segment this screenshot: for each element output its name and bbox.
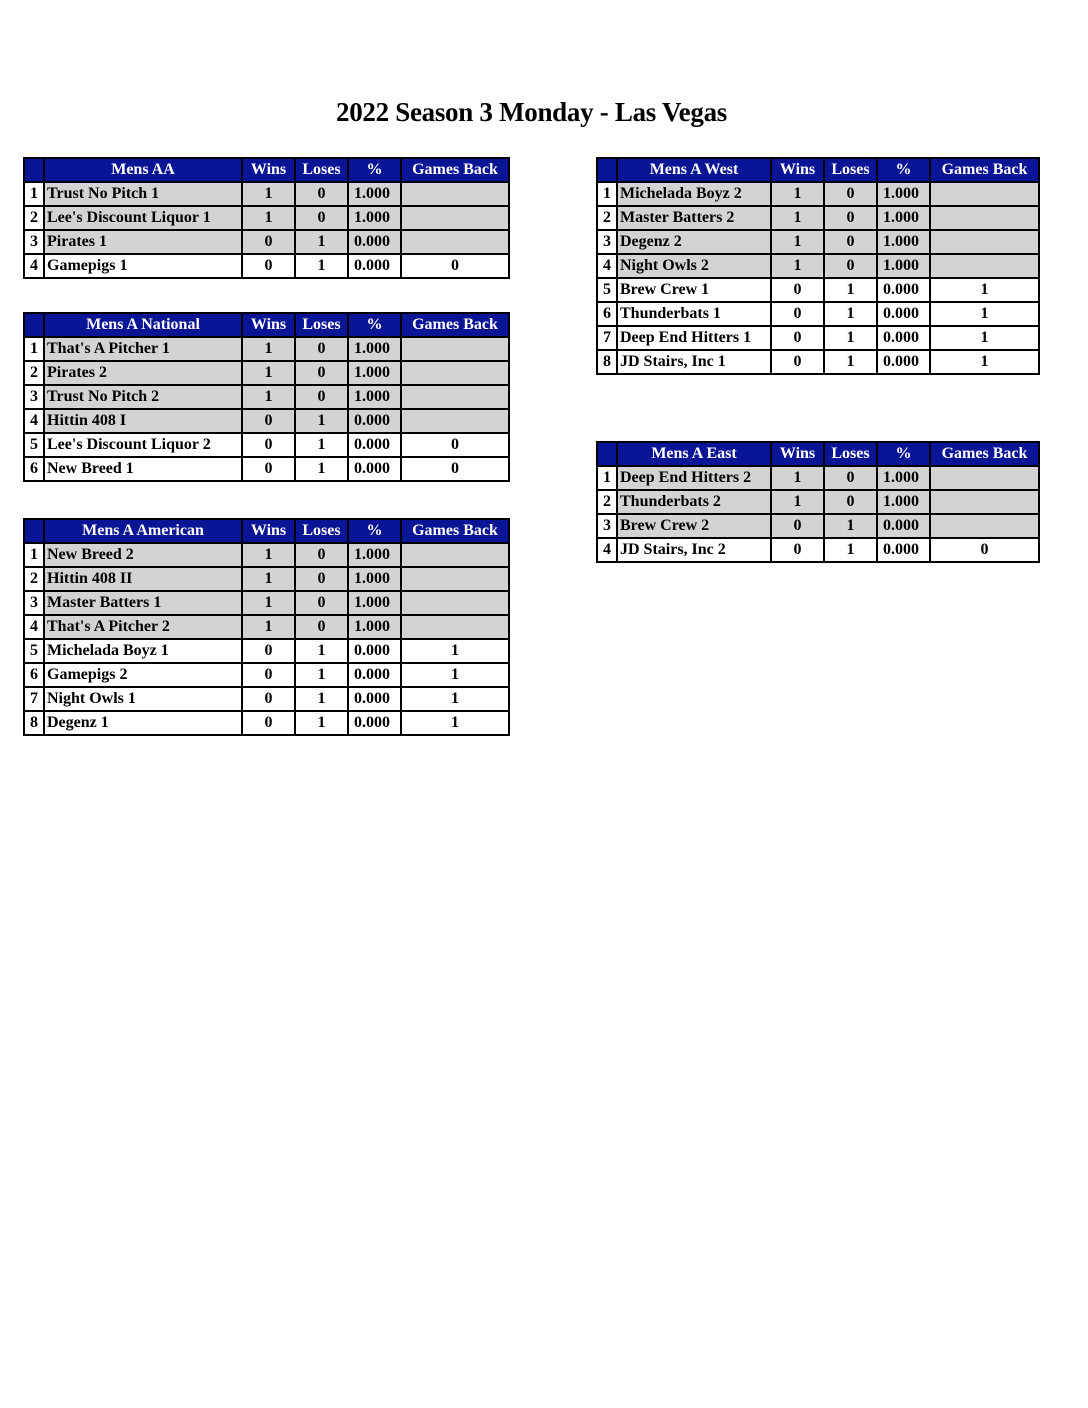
loses-header: Loses xyxy=(824,158,877,182)
pct-cell: 0.000 xyxy=(348,457,401,481)
pct-cell: 0.000 xyxy=(348,433,401,457)
pct-cell: 1.000 xyxy=(877,206,930,230)
rank-cell: 1 xyxy=(24,337,44,361)
rank-header xyxy=(24,519,44,543)
pct-cell: 1.000 xyxy=(348,182,401,206)
loses-cell: 0 xyxy=(295,337,348,361)
table-row xyxy=(24,663,509,687)
pct-cell: 0.000 xyxy=(348,254,401,278)
wins-cell: 0 xyxy=(242,663,295,687)
team-name-cell: Pirates 1 xyxy=(44,230,242,254)
games-back-cell: 1 xyxy=(930,350,1039,374)
rank-cell: 6 xyxy=(24,457,44,481)
pct-cell: 1.000 xyxy=(348,543,401,567)
rank-cell: 5 xyxy=(24,433,44,457)
games-back-cell xyxy=(401,543,509,567)
team-name-cell: Trust No Pitch 1 xyxy=(44,182,242,206)
games-back-cell xyxy=(401,206,509,230)
team-name-cell: Hittin 408 I xyxy=(44,409,242,433)
wins-cell: 0 xyxy=(771,302,824,326)
rank-cell: 7 xyxy=(597,326,617,350)
table-row xyxy=(24,591,509,615)
loses-cell: 1 xyxy=(824,350,877,374)
wins-cell: 1 xyxy=(242,385,295,409)
loses-cell: 1 xyxy=(295,230,348,254)
rank-header xyxy=(24,313,44,337)
loses-cell: 1 xyxy=(295,711,348,735)
table-header-row xyxy=(597,442,1039,466)
team-name-cell: Deep End Hitters 1 xyxy=(617,326,771,350)
loses-cell: 1 xyxy=(295,409,348,433)
loses-cell: 1 xyxy=(824,538,877,562)
loses-cell: 1 xyxy=(295,639,348,663)
wins-cell: 1 xyxy=(242,361,295,385)
wins-cell: 0 xyxy=(242,409,295,433)
rank-cell: 1 xyxy=(24,182,44,206)
team-name-cell: New Breed 2 xyxy=(44,543,242,567)
pct-cell: 0.000 xyxy=(877,514,930,538)
team-name-cell: Thunderbats 1 xyxy=(617,302,771,326)
rank-cell: 5 xyxy=(597,278,617,302)
wins-cell: 1 xyxy=(242,567,295,591)
rank-header xyxy=(597,442,617,466)
wins-header: Wins xyxy=(771,442,824,466)
wins-cell: 0 xyxy=(771,514,824,538)
pct-header: % xyxy=(877,442,930,466)
table-row xyxy=(24,385,509,409)
wins-cell: 1 xyxy=(242,337,295,361)
wins-header: Wins xyxy=(242,313,295,337)
rank-cell: 3 xyxy=(24,385,44,409)
wins-cell: 1 xyxy=(771,182,824,206)
loses-cell: 0 xyxy=(824,466,877,490)
team-name-cell: New Breed 1 xyxy=(44,457,242,481)
games-back-cell: 1 xyxy=(401,663,509,687)
table-row xyxy=(597,350,1039,374)
pct-header: % xyxy=(348,313,401,337)
division-name: Mens A American xyxy=(44,519,242,543)
rank-cell: 3 xyxy=(597,514,617,538)
pct-cell: 0.000 xyxy=(348,663,401,687)
loses-cell: 0 xyxy=(824,206,877,230)
table-row xyxy=(24,230,509,254)
pct-cell: 1.000 xyxy=(877,230,930,254)
table-row xyxy=(24,182,509,206)
table-row xyxy=(24,543,509,567)
wins-cell: 0 xyxy=(242,711,295,735)
loses-cell: 0 xyxy=(295,567,348,591)
loses-cell: 0 xyxy=(295,543,348,567)
pct-cell: 0.000 xyxy=(348,230,401,254)
team-name-cell: That's A Pitcher 1 xyxy=(44,337,242,361)
games-back-cell xyxy=(930,182,1039,206)
team-name-cell: Pirates 2 xyxy=(44,361,242,385)
games-back-cell xyxy=(401,591,509,615)
games-back-cell: 1 xyxy=(401,639,509,663)
wins-cell: 0 xyxy=(242,639,295,663)
team-name-cell: JD Stairs, Inc 2 xyxy=(617,538,771,562)
mens-a-american-table xyxy=(23,518,510,736)
games-back-cell: 0 xyxy=(401,457,509,481)
pct-cell: 0.000 xyxy=(348,711,401,735)
pct-cell: 1.000 xyxy=(348,337,401,361)
games-back-cell xyxy=(401,385,509,409)
games-back-header: Games Back xyxy=(401,519,509,543)
table-row xyxy=(597,206,1039,230)
rank-cell: 3 xyxy=(597,230,617,254)
pct-cell: 0.000 xyxy=(877,350,930,374)
table-row xyxy=(24,206,509,230)
loses-cell: 0 xyxy=(824,490,877,514)
table-row xyxy=(24,711,509,735)
loses-cell: 0 xyxy=(824,230,877,254)
games-back-cell xyxy=(930,254,1039,278)
games-back-cell: 1 xyxy=(401,711,509,735)
wins-cell: 0 xyxy=(771,278,824,302)
games-back-header: Games Back xyxy=(930,442,1039,466)
rank-cell: 2 xyxy=(597,206,617,230)
wins-cell: 1 xyxy=(771,490,824,514)
pct-cell: 0.000 xyxy=(877,278,930,302)
loses-cell: 1 xyxy=(824,514,877,538)
games-back-cell: 1 xyxy=(930,278,1039,302)
games-back-header: Games Back xyxy=(401,158,509,182)
team-name-cell: Gamepigs 2 xyxy=(44,663,242,687)
mens-a-national-table xyxy=(23,312,510,482)
team-name-cell: Trust No Pitch 2 xyxy=(44,385,242,409)
team-name-cell: Degenz 2 xyxy=(617,230,771,254)
loses-cell: 0 xyxy=(295,206,348,230)
rank-cell: 1 xyxy=(597,466,617,490)
wins-cell: 1 xyxy=(771,254,824,278)
rank-cell: 3 xyxy=(24,230,44,254)
rank-cell: 6 xyxy=(24,663,44,687)
table-row xyxy=(597,538,1039,562)
wins-cell: 1 xyxy=(771,466,824,490)
loses-cell: 1 xyxy=(824,302,877,326)
pct-cell: 0.000 xyxy=(348,687,401,711)
wins-cell: 0 xyxy=(771,538,824,562)
table-row xyxy=(24,433,509,457)
pct-header: % xyxy=(348,519,401,543)
games-back-cell xyxy=(401,230,509,254)
table-row xyxy=(597,490,1039,514)
wins-cell: 1 xyxy=(771,206,824,230)
rank-cell: 8 xyxy=(24,711,44,735)
games-back-cell: 1 xyxy=(930,302,1039,326)
wins-cell: 0 xyxy=(242,687,295,711)
loses-cell: 1 xyxy=(295,433,348,457)
team-name-cell: Michelada Boyz 1 xyxy=(44,639,242,663)
table-row xyxy=(24,639,509,663)
wins-cell: 0 xyxy=(771,350,824,374)
team-name-cell: Brew Crew 2 xyxy=(617,514,771,538)
wins-header: Wins xyxy=(242,519,295,543)
mens-a-west-table xyxy=(596,157,1040,375)
rank-cell: 4 xyxy=(24,254,44,278)
pct-header: % xyxy=(348,158,401,182)
loses-cell: 0 xyxy=(295,615,348,639)
pct-cell: 0.000 xyxy=(877,326,930,350)
table-row xyxy=(597,326,1039,350)
rank-cell: 8 xyxy=(597,350,617,374)
loses-cell: 0 xyxy=(824,182,877,206)
rank-cell: 6 xyxy=(597,302,617,326)
wins-cell: 0 xyxy=(242,457,295,481)
pct-cell: 1.000 xyxy=(348,361,401,385)
division-name: Mens A National xyxy=(44,313,242,337)
games-back-cell: 0 xyxy=(930,538,1039,562)
pct-cell: 1.000 xyxy=(348,385,401,409)
table-header-row xyxy=(24,158,509,182)
table-header-row xyxy=(24,313,509,337)
loses-header: Loses xyxy=(824,442,877,466)
loses-cell: 0 xyxy=(295,361,348,385)
loses-cell: 1 xyxy=(824,326,877,350)
games-back-cell: 0 xyxy=(401,254,509,278)
wins-cell: 1 xyxy=(771,230,824,254)
wins-cell: 1 xyxy=(242,206,295,230)
rank-cell: 4 xyxy=(597,254,617,278)
pct-cell: 1.000 xyxy=(877,182,930,206)
division-name: Mens AA xyxy=(44,158,242,182)
loses-cell: 1 xyxy=(295,687,348,711)
wins-cell: 0 xyxy=(242,230,295,254)
team-name-cell: Master Batters 2 xyxy=(617,206,771,230)
games-back-cell xyxy=(930,206,1039,230)
rank-cell: 2 xyxy=(24,206,44,230)
team-name-cell: Thunderbats 2 xyxy=(617,490,771,514)
table-row xyxy=(597,514,1039,538)
rank-cell: 1 xyxy=(597,182,617,206)
loses-header: Loses xyxy=(295,519,348,543)
table-row xyxy=(597,230,1039,254)
loses-header: Loses xyxy=(295,158,348,182)
wins-header: Wins xyxy=(771,158,824,182)
team-name-cell: That's A Pitcher 2 xyxy=(44,615,242,639)
team-name-cell: Lee's Discount Liquor 1 xyxy=(44,206,242,230)
team-name-cell: Degenz 1 xyxy=(44,711,242,735)
team-name-cell: Gamepigs 1 xyxy=(44,254,242,278)
games-back-cell xyxy=(401,567,509,591)
rank-cell: 2 xyxy=(597,490,617,514)
pct-cell: 1.000 xyxy=(348,591,401,615)
rank-cell: 4 xyxy=(24,409,44,433)
team-name-cell: Deep End Hitters 2 xyxy=(617,466,771,490)
games-back-cell: 1 xyxy=(401,687,509,711)
pct-cell: 0.000 xyxy=(877,302,930,326)
games-back-cell xyxy=(930,230,1039,254)
pct-cell: 1.000 xyxy=(348,567,401,591)
wins-cell: 0 xyxy=(242,254,295,278)
wins-cell: 1 xyxy=(242,543,295,567)
team-name-cell: Night Owls 2 xyxy=(617,254,771,278)
wins-cell: 0 xyxy=(242,433,295,457)
wins-cell: 1 xyxy=(242,615,295,639)
loses-cell: 0 xyxy=(824,254,877,278)
loses-cell: 0 xyxy=(295,591,348,615)
pct-header: % xyxy=(877,158,930,182)
loses-cell: 1 xyxy=(295,663,348,687)
games-back-cell xyxy=(401,409,509,433)
games-back-cell: 0 xyxy=(401,433,509,457)
division-name: Mens A East xyxy=(617,442,771,466)
table-row xyxy=(597,302,1039,326)
team-name-cell: JD Stairs, Inc 1 xyxy=(617,350,771,374)
team-name-cell: Michelada Boyz 2 xyxy=(617,182,771,206)
games-back-cell xyxy=(930,466,1039,490)
table-row xyxy=(24,254,509,278)
table-row xyxy=(24,687,509,711)
team-name-cell: Night Owls 1 xyxy=(44,687,242,711)
loses-cell: 1 xyxy=(824,278,877,302)
team-name-cell: Hittin 408 II xyxy=(44,567,242,591)
rank-cell: 2 xyxy=(24,361,44,385)
games-back-cell xyxy=(930,490,1039,514)
team-name-cell: Brew Crew 1 xyxy=(617,278,771,302)
rank-header xyxy=(24,158,44,182)
table-row xyxy=(597,466,1039,490)
rank-cell: 4 xyxy=(24,615,44,639)
loses-cell: 0 xyxy=(295,182,348,206)
table-row xyxy=(597,182,1039,206)
table-header-row xyxy=(24,519,509,543)
pct-cell: 1.000 xyxy=(877,490,930,514)
table-row xyxy=(24,567,509,591)
pct-cell: 0.000 xyxy=(348,639,401,663)
games-back-header: Games Back xyxy=(930,158,1039,182)
games-back-cell xyxy=(401,182,509,206)
loses-header: Loses xyxy=(295,313,348,337)
page-title: 2022 Season 3 Monday - Las Vegas xyxy=(336,97,727,127)
rank-header xyxy=(597,158,617,182)
rank-cell: 4 xyxy=(597,538,617,562)
loses-cell: 1 xyxy=(295,254,348,278)
pct-cell: 1.000 xyxy=(348,615,401,639)
rank-cell: 1 xyxy=(24,543,44,567)
games-back-cell xyxy=(930,514,1039,538)
table-row xyxy=(24,409,509,433)
team-name-cell: Lee's Discount Liquor 2 xyxy=(44,433,242,457)
team-name-cell: Master Batters 1 xyxy=(44,591,242,615)
pct-cell: 1.000 xyxy=(348,206,401,230)
pct-cell: 1.000 xyxy=(877,254,930,278)
games-back-cell xyxy=(401,361,509,385)
wins-header: Wins xyxy=(242,158,295,182)
rank-cell: 2 xyxy=(24,567,44,591)
games-back-cell: 1 xyxy=(930,326,1039,350)
table-row xyxy=(24,337,509,361)
rank-cell: 5 xyxy=(24,639,44,663)
pct-cell: 0.000 xyxy=(877,538,930,562)
table-row xyxy=(24,457,509,481)
mens-a-east-table xyxy=(596,441,1040,563)
games-back-cell xyxy=(401,337,509,361)
mens-aa-table xyxy=(23,157,510,279)
rank-cell: 3 xyxy=(24,591,44,615)
table-header-row xyxy=(597,158,1039,182)
table-row xyxy=(597,254,1039,278)
games-back-header: Games Back xyxy=(401,313,509,337)
division-name: Mens A West xyxy=(617,158,771,182)
rank-cell: 7 xyxy=(24,687,44,711)
wins-cell: 1 xyxy=(242,182,295,206)
games-back-cell xyxy=(401,615,509,639)
table-row xyxy=(24,615,509,639)
table-row xyxy=(24,361,509,385)
table-row xyxy=(597,278,1039,302)
pct-cell: 0.000 xyxy=(348,409,401,433)
loses-cell: 1 xyxy=(295,457,348,481)
wins-cell: 1 xyxy=(242,591,295,615)
wins-cell: 0 xyxy=(771,326,824,350)
pct-cell: 1.000 xyxy=(877,466,930,490)
loses-cell: 0 xyxy=(295,385,348,409)
